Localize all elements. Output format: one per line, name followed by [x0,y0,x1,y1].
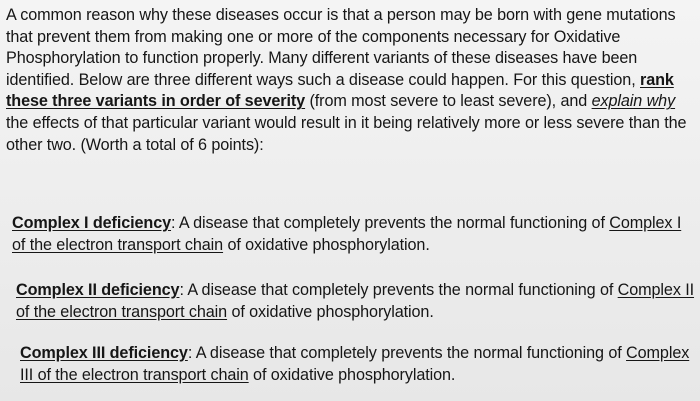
variant-target: Complex I of the electron transport chain [12,214,682,254]
variant-target: Complex III of the electron transport chain [20,344,690,384]
intro-paragraph [6,5,694,156]
variant-description: : A disease that completely prevents the normal functioning of [171,214,610,232]
variant-name: Complex II deficiency [16,281,180,299]
variant-name: Complex I deficiency [12,214,172,232]
variant-description-end: of oxidative phosphorylation. [248,365,456,384]
variant-description: : A disease that completely prevents the normal functioning of [179,281,618,299]
variant-description-end: of oxidative phosphorylation. [223,235,430,254]
variant-complex-i [12,213,692,256]
explain-instruction: explain why [591,92,676,111]
question-intro [6,5,694,156]
intro-text-part2: (from most severe to least severe), and [305,92,592,111]
variant-complex-iii [20,343,700,386]
intro-text-part1: A common reason why these diseases occur is that a person may be born with gene mutations that prevent them from making one or more of the components necessary for Oxidative Phosphorylation to function properly. Many different variants of these diseases have been identified. Below are three different ways such a disease could happen. For this question, [6,6,676,89]
variant-name: Complex III deficiency [20,344,188,362]
rank-instruction: rank these three variants in order of severity [6,70,674,111]
variant-description-end: of oxidative phosphorylation. [227,302,434,321]
variant-complex-ii [16,280,696,323]
variant-description: : A disease that completely prevents the normal functioning of [187,344,627,362]
variant-target: Complex II of the electron transport chain [16,281,695,321]
intro-text-part3: the effects of that particular variant would result in it being relatively more or less severe than the other two. (Worth a total of 6 points): [6,113,687,154]
